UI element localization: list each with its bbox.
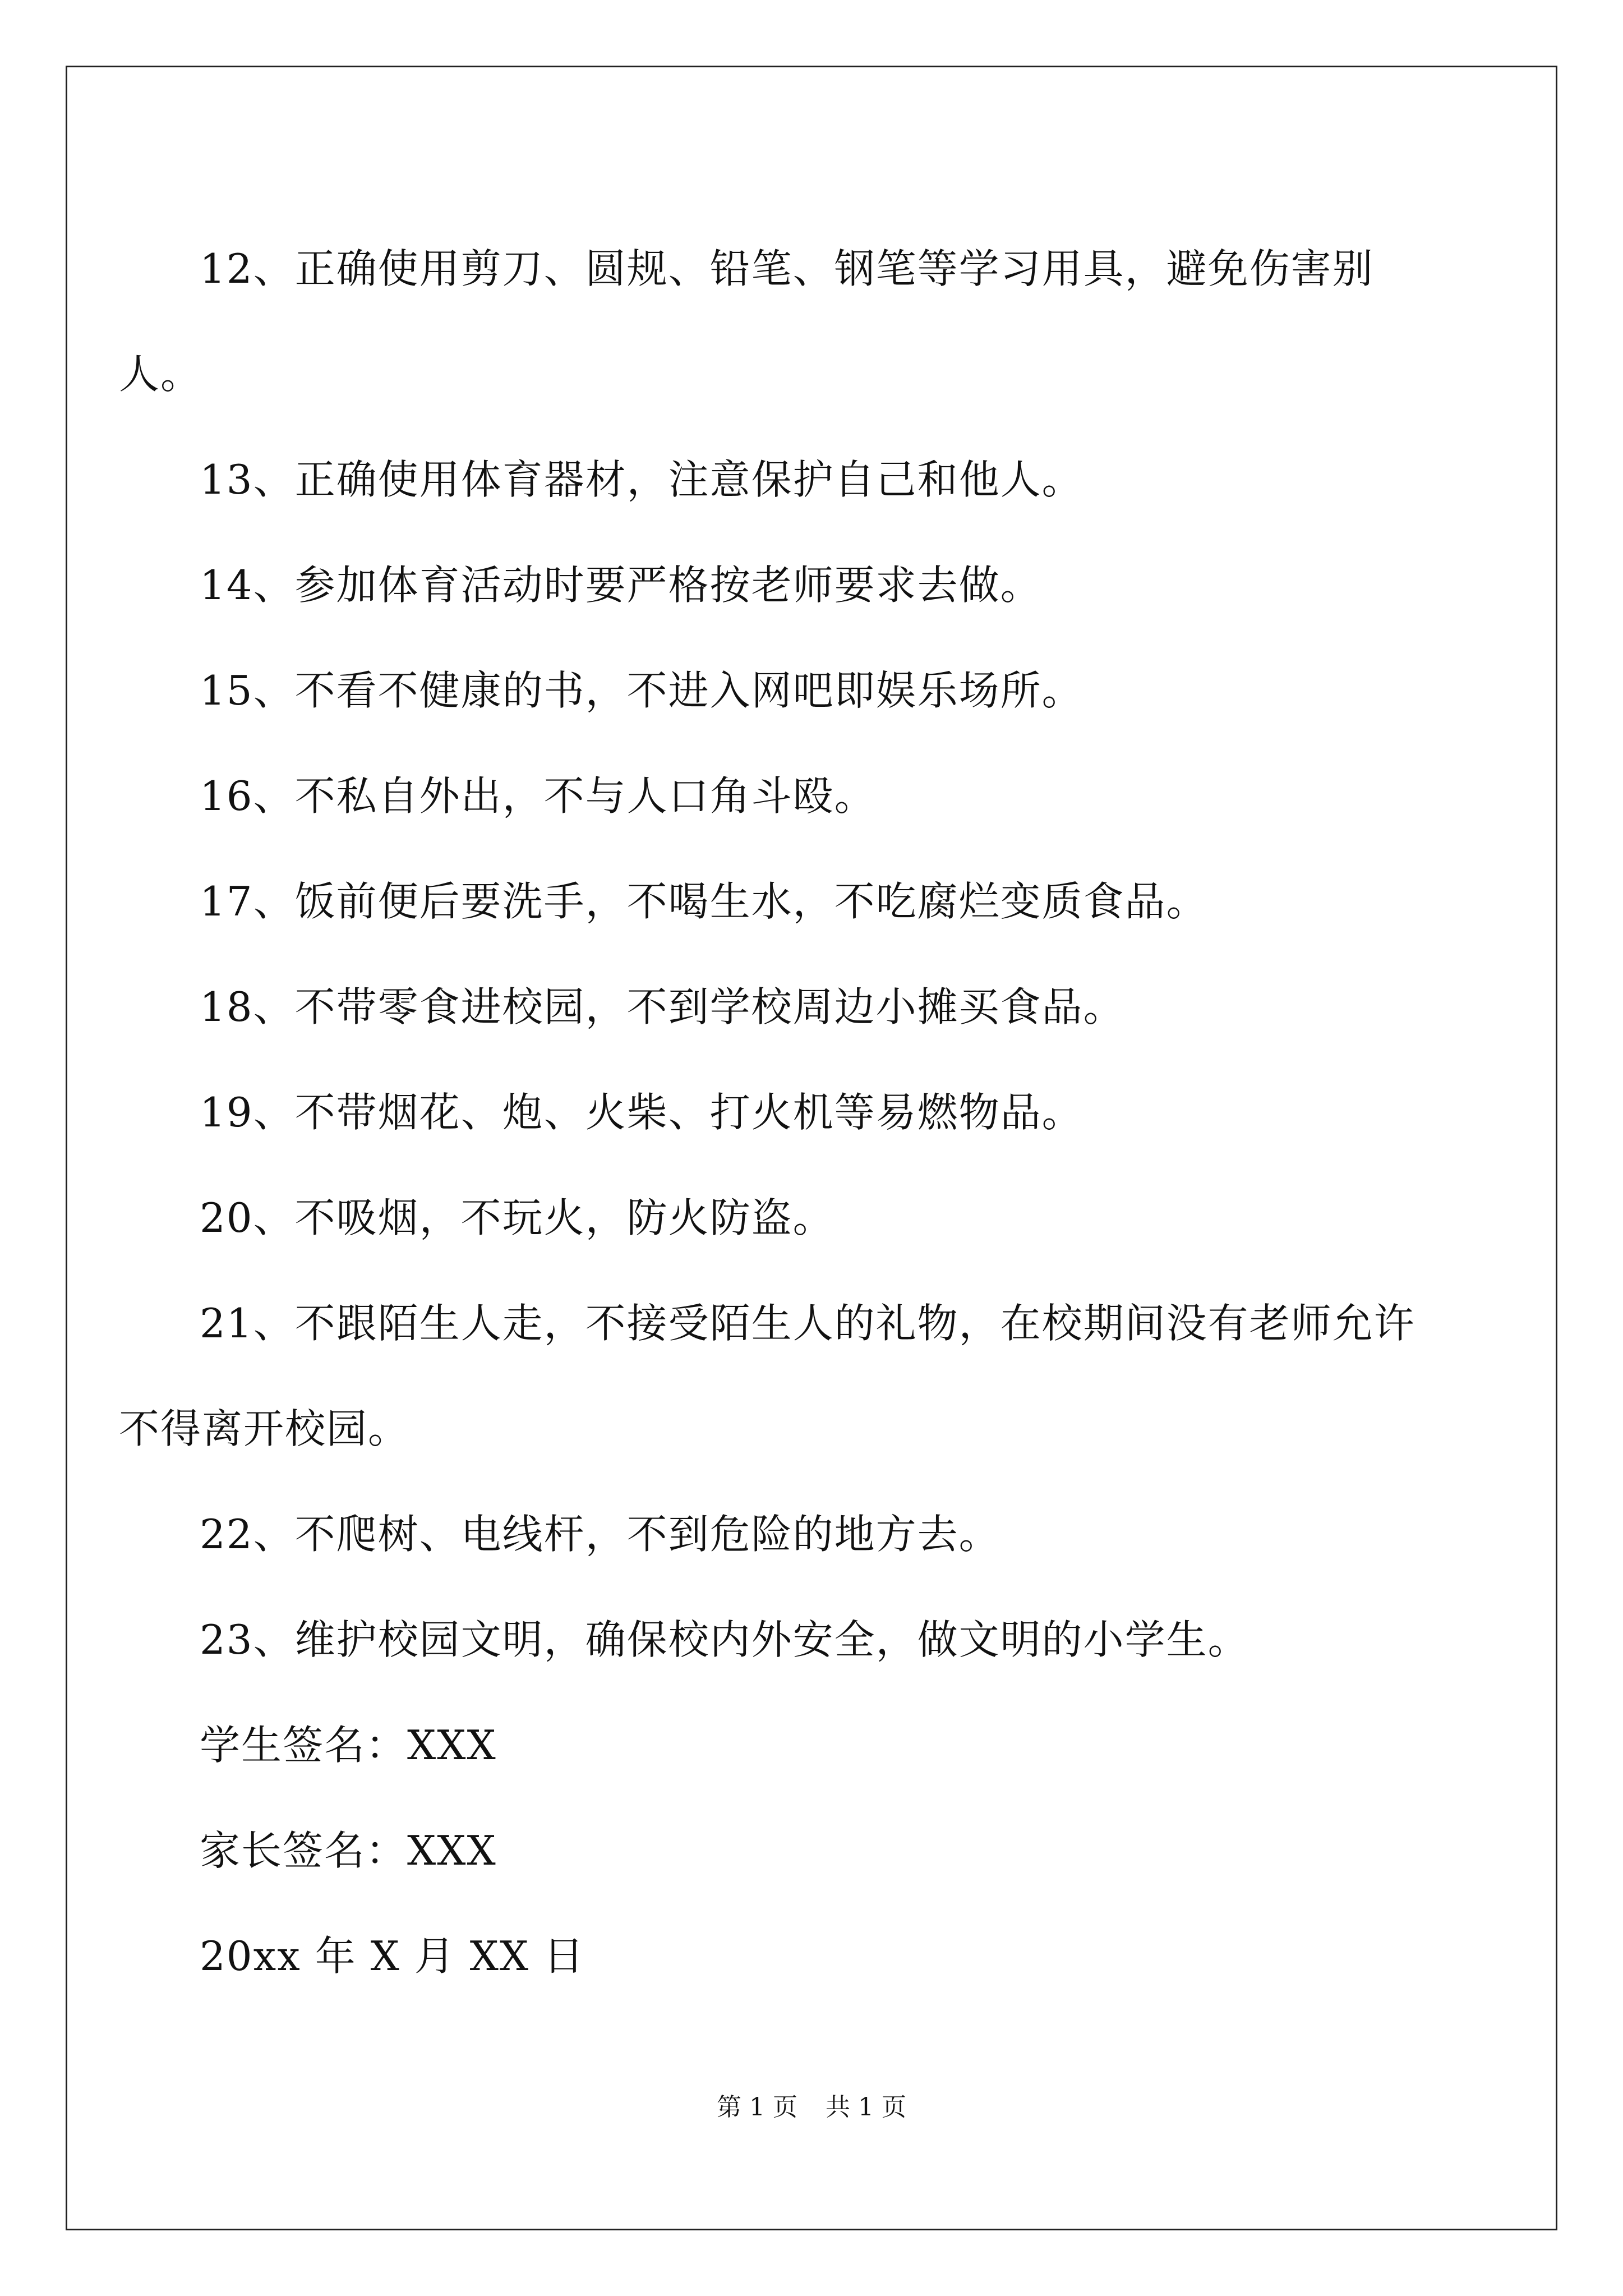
- rule-item-22: 22、不爬树、电线杆，不到危险的地方去。: [200, 1511, 1000, 1558]
- signature-date: 20xx 年 X 月 XX 日: [200, 1932, 585, 1980]
- page-footer: [0, 2087, 1623, 2123]
- document-body: [119, 216, 1422, 2009]
- rule-item-20: 20、不吸烟，不玩火，防火防盗。: [200, 1194, 834, 1241]
- rule-item-16: 16、不私自外出，不与人口角斗殴。: [200, 772, 876, 820]
- rule-item-23: 23、维护校园文明，确保校内外安全，做文明的小学生。: [200, 1616, 1249, 1663]
- rule-item-18: 18、不带零食进校园，不到学校周边小摊买食品。: [200, 983, 1125, 1030]
- rule-item-15: 15、不看不健康的书，不进入网吧即娱乐场所。: [200, 667, 1083, 714]
- rule-item-19: 19、不带烟花、炮、火柴、打火机等易燃物品。: [200, 1089, 1083, 1136]
- page-number: 第 1 页: [717, 2093, 797, 2122]
- rule-item-21: 21、不跟陌生人走，不接受陌生人的礼物，在校期间没有老师允许不得离开校园。: [119, 1300, 1415, 1452]
- page-total: 共 1 页: [826, 2093, 906, 2122]
- rule-item-17: 17、饭前便后要洗手，不喝生水，不吃腐烂变质食品。: [200, 878, 1208, 925]
- rule-item-13: 13、正确使用体育器材，注意保护自己和他人。: [200, 456, 1083, 503]
- rule-item-14: 14、参加体育活动时要严格按老师要求去做。: [200, 562, 1042, 609]
- rule-item-12: 12、正确使用剪刀、圆规、铅笔、钢笔等学习用具，避免伤害别人。: [119, 245, 1374, 398]
- student-signature: 学生签名：XXX: [200, 1722, 497, 1769]
- parent-signature: 家长签名：XXX: [200, 1827, 497, 1874]
